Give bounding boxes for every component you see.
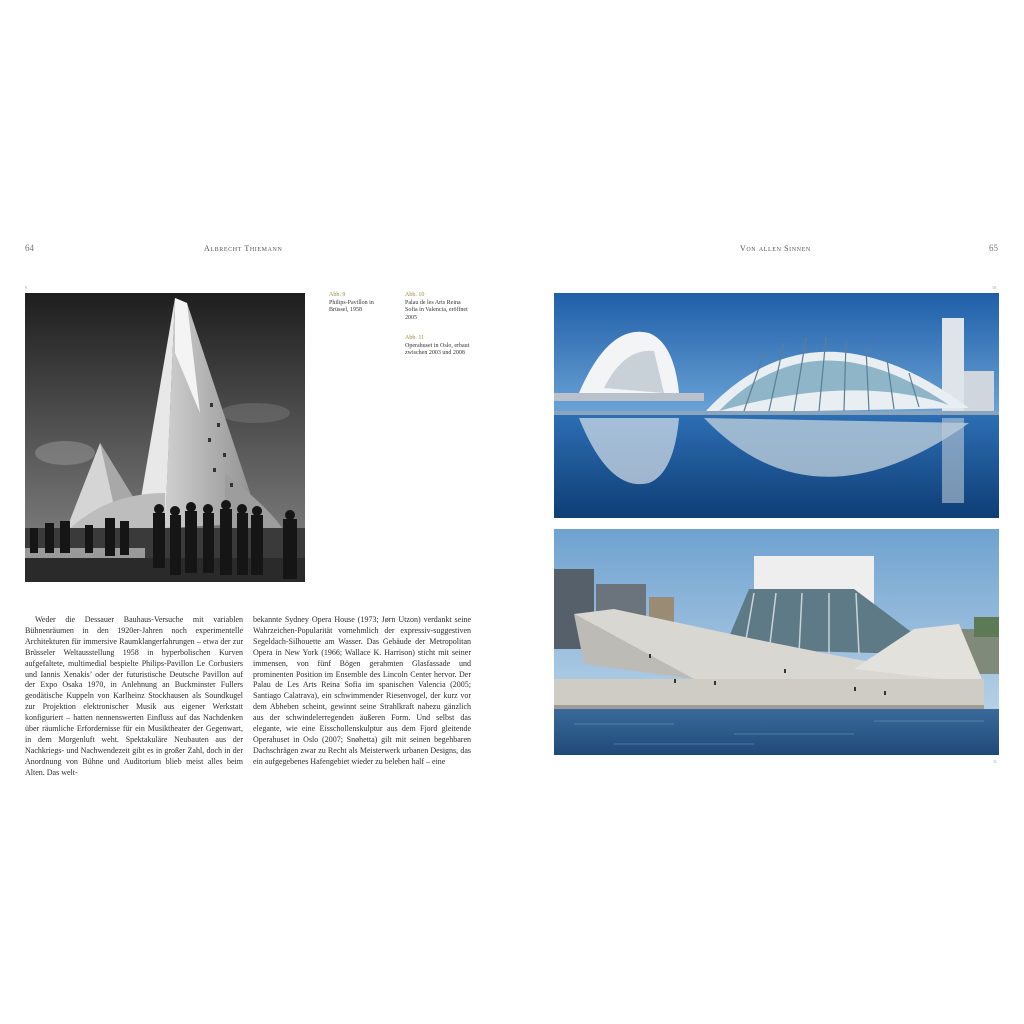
caption-abb-9 (329, 292, 389, 315)
right-running-head: Von allen Sinnen (740, 244, 811, 253)
left-running-head: Albrecht Thiemann (204, 244, 283, 253)
caption-label: Abb. 10 (405, 292, 425, 298)
caption-text: Philips-Pavillon in Brüssel, 1958 (329, 299, 374, 314)
figure-number-10: 10 (992, 285, 996, 290)
palau-de-les-arts-photo (554, 293, 999, 518)
caption-label: Abb. 9 (329, 292, 346, 298)
right-page-number: 65 (989, 243, 998, 253)
caption-text: Palau de les Arts Reina Sofia in Valencia, eröffnet 2005 (405, 299, 468, 321)
caption-label: Abb. 11 (405, 335, 425, 341)
caption-abb-11 (405, 335, 471, 358)
left-page-number: 64 (25, 243, 34, 253)
body-paragraph: bekannte Sydney Opera House (1973; Jørn Utzon) verdankt seine Wahrzeichen-Popularität vornehmlich der expressiv-suggestiven Segeldach-Silhouette am Wasser. Das Gebäude der Metropolitan Opera in New York (1966; Wallace K. Harrison) sticht mit seiner immensen, von fünf Bögen gerahmten Glasfassade und prominenten Position im Ensemble des Lincoln Center hervor. Der Palau de Les Arts Reina Sofia im spanischen Valencia (2005; Santiago Calatrava), ein schwimmender Riesenvogel, der kurz vor dem Abheben scheint, gewinnt seine Strahlkraft nahezu gänzlich aus der schwindelerregenden äußeren Form. Und selbst das elegante, wie eine Eisschollenskulptur aus dem Fjord gleitende Operahuset in Oslo (2007; Snøhetta) gilt mit seinen begehbaren Dachschrägen zwar zu Recht als Meisterwerk urbanen Designs, das ein aufgegebenes Hafengebiet wieder zu beleben half – eine (253, 615, 471, 766)
caption-text: Operahuset in Oslo, erbaut zwischen 2003 und 2008 (405, 342, 470, 357)
figure-number-11: 11 (993, 759, 997, 764)
body-paragraph: Weder die Dessauer Bauhaus-Versuche mit variablen Bühnenräumen in den 1920er-Jahren noch experimentelle Architekturen für immersive Raumklangerfahrungen – etwa der zur Brüsseler Weltausstellung 1958 in hyperbolischen Kurven aufgefaltete, multimedial bespielte Philips-Pavillon Le Corbusiers und Iannis Xenakis’ oder der futuristische Deutsche Pavillon auf der Expo Osaka 1970, in Anlehnung an Buckminster Fullers geodätische Kuppeln von Karlheinz Stockhausen als Soundkugel zur Projektion elektronischer Musik aus eigener Werkstatt konfiguriert – hatten nennenswerten Einfluss auf das Nachdenken über räumliche Erfordernisse für ein Musiktheater der Gegenwart, in dem Morgenluft weht. Spektakuläre Neubauten aus der Nachkriegs- und Nachwendezeit gibt es in großer Zahl, doch in der Anordnung von Bühne und Auditorium blieb meist alles beim Alten. Das welt- (25, 615, 243, 777)
philips-pavilion-photo (25, 293, 305, 582)
figure-number-9: 9 (25, 285, 27, 290)
operahuset-oslo-photo (554, 529, 999, 755)
caption-abb-10 (405, 292, 471, 322)
body-column-2 (253, 615, 471, 768)
body-column-1 (25, 615, 243, 779)
